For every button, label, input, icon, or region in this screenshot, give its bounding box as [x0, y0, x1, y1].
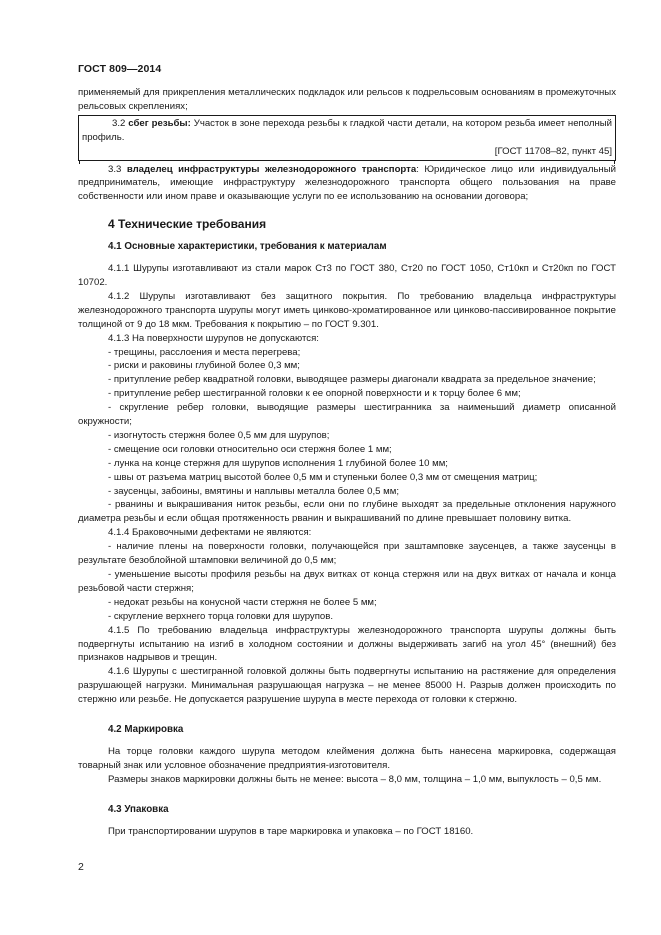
list-item: - лунка на конце стержня для шурупов исполнения 1 глубиной более 10 мм;	[108, 457, 448, 469]
defects-list	[78, 346, 616, 527]
paragraph-4-1-2: 4.1.2 Шурупы изготавливают без защитного покрытия. По требованию владельца инфраструктуры железнодорожного транспорта шурупы могут иметь цинково-хроматированное или цинково-пассивированное покрытие толщиной от 9 до 18 мкм. Требования к покрытию – по ГОСТ 9.301.	[78, 290, 616, 330]
list-item: - швы от разъема матриц высотой более 0,5 мм и ступеньки более 0,3 мм от смещения матриц;	[108, 471, 538, 483]
box-stub-left	[79, 160, 85, 164]
term-3-2	[82, 117, 612, 145]
list-item: - рванины и выкрашивания ниток резьбы, если они по глубине выходят за предельные отклонения наружного диаметра резьбы и если общая протяженность рванин и выкрашиваний по длине превышает половину витка.	[78, 499, 616, 525]
section-4-title: 4 Технические требования	[108, 217, 267, 232]
list-item: - наличие плены на поверхности головки, получающейся при заштамповке заусенцев, а также заусенцы в результате безоблойной штамповки величиной до 0,5 мм;	[78, 541, 616, 567]
section-4-2-title: 4.2 Маркировка	[108, 724, 184, 736]
paragraph-4-1-5: 4.1.5 По требованию владельца инфраструктуры железнодорожного транспорта шурупы должны быть подвергнуты испытанию на изгиб в холодном состоянии и должны выдерживать загиб на угол 45° (внешний) без признаков надрывов и трещин.	[78, 624, 616, 664]
list-item: - притупление ребер квадратной головки, выводящее размеры диагонали квадрата за предельное значение;	[108, 374, 596, 386]
list-item: - недокат резьбы на конусной части стержня не более 5 мм;	[108, 596, 377, 608]
paragraph-4-1-3: 4.1.3 На поверхности шурупов не допускаются:	[108, 332, 319, 344]
section-4-1-title: 4.1 Основные характеристики, требования к материалам	[108, 241, 387, 253]
document-header: ГОСТ 809—2014	[78, 63, 162, 75]
term-3-3-number: 3.3	[108, 163, 122, 175]
term-3-3-term: владелец инфраструктуры железнодорожного транспорта	[126, 163, 417, 175]
marking-paragraph-1: На торце головки каждого шурупа методом клеймения должна быть нанесена маркировка, содержащая товарный знак или условное обозначение предприятия-изготовителя.	[78, 745, 616, 771]
packaging-paragraph-1: При транспортировании шурупов в таре маркировка и упаковка – по ГОСТ 18160.	[108, 825, 474, 837]
non-defects-list	[78, 540, 616, 623]
term-3-2-box	[78, 115, 616, 161]
list-item: - заусенцы, забоины, вмятины и наплывы металла более 0,5 мм;	[108, 485, 400, 497]
term-3-2-number: 3.2	[112, 117, 126, 129]
section-4-3-title: 4.3 Упаковка	[108, 803, 169, 815]
term-3-2-term: сбег резьбы:	[128, 117, 191, 129]
box-stub-right	[609, 160, 615, 164]
term-3-3	[78, 163, 616, 205]
document-body	[78, 86, 616, 839]
paragraph-4-1-1: 4.1.1 Шурупы изготавливают из стали марок Ст3 по ГОСТ 380, Ст20 по ГОСТ 1050, Ст10кп и Ст20кп по ГОСТ 10702.	[78, 263, 616, 288]
term-3-2-definition: Участок в зоне перехода резьбы к гладкой части детали, на котором резьба имеет неполный профиль.	[82, 117, 612, 143]
paragraph-4-1-4: 4.1.4 Браковочными дефектами не являются:	[108, 527, 312, 539]
term-3-2-reference: [ГОСТ 11708–82, пункт 45]	[494, 145, 612, 157]
intro-continuation: применяемый для прикрепления металлических подкладок или рельсов к подрельсовым основаниям в промежуточных рельсовых скреплениях;	[78, 87, 616, 112]
list-item: - уменьшение высоты профиля резьбы на двух витках от конца стержня или на двух витках от начала и конца резьбовой части стержня;	[78, 569, 616, 594]
list-item: - скругление верхнего торца головки для шурупов.	[108, 610, 334, 622]
list-item: - смещение оси головки относительно оси стержня более 1 мм;	[108, 443, 392, 455]
list-item: - риски и раковины глубиной более 0,3 мм;	[108, 360, 300, 372]
list-item: - притупление ребер шестигранной головки к ее опорной поверхности и к торцу более 6 мм;	[108, 388, 521, 400]
term-3-3-definition: : Юридическое лицо или индивидуальный предприниматель, имеющие инфраструктуру железнодорожного транспорта общего пользования на праве собственности или ином праве и оказывающие услуги по ее использованию на основании договора;	[78, 163, 616, 203]
marking-paragraph-2: Размеры знаков маркировки должны быть не менее: высота – 8,0 мм, толщина – 1,0 мм, выпуклость – 0,5 мм.	[108, 773, 602, 785]
paragraph-4-1-6: 4.1.6 Шурупы с шестигранной головкой должны быть подвергнуты испытанию на растяжение для определения разрушающей нагрузки. Минимальная разрушающая нагрузка – не менее 85000 Н. Разрыв должен происходить по стержню или резьбе. Не допускается разрушение шурупа в месте перехода от головки к стержню.	[78, 666, 616, 706]
page-number: 2	[78, 861, 84, 873]
list-item: - скругление ребер головки, выводящие размеры шестигранника за наименьший диаметр описанной окружности;	[78, 402, 616, 428]
list-item: - трещины, расслоения и места перегрева;	[108, 346, 301, 358]
list-item: - изогнутость стержня более 0,5 мм для шурупов;	[108, 429, 330, 441]
